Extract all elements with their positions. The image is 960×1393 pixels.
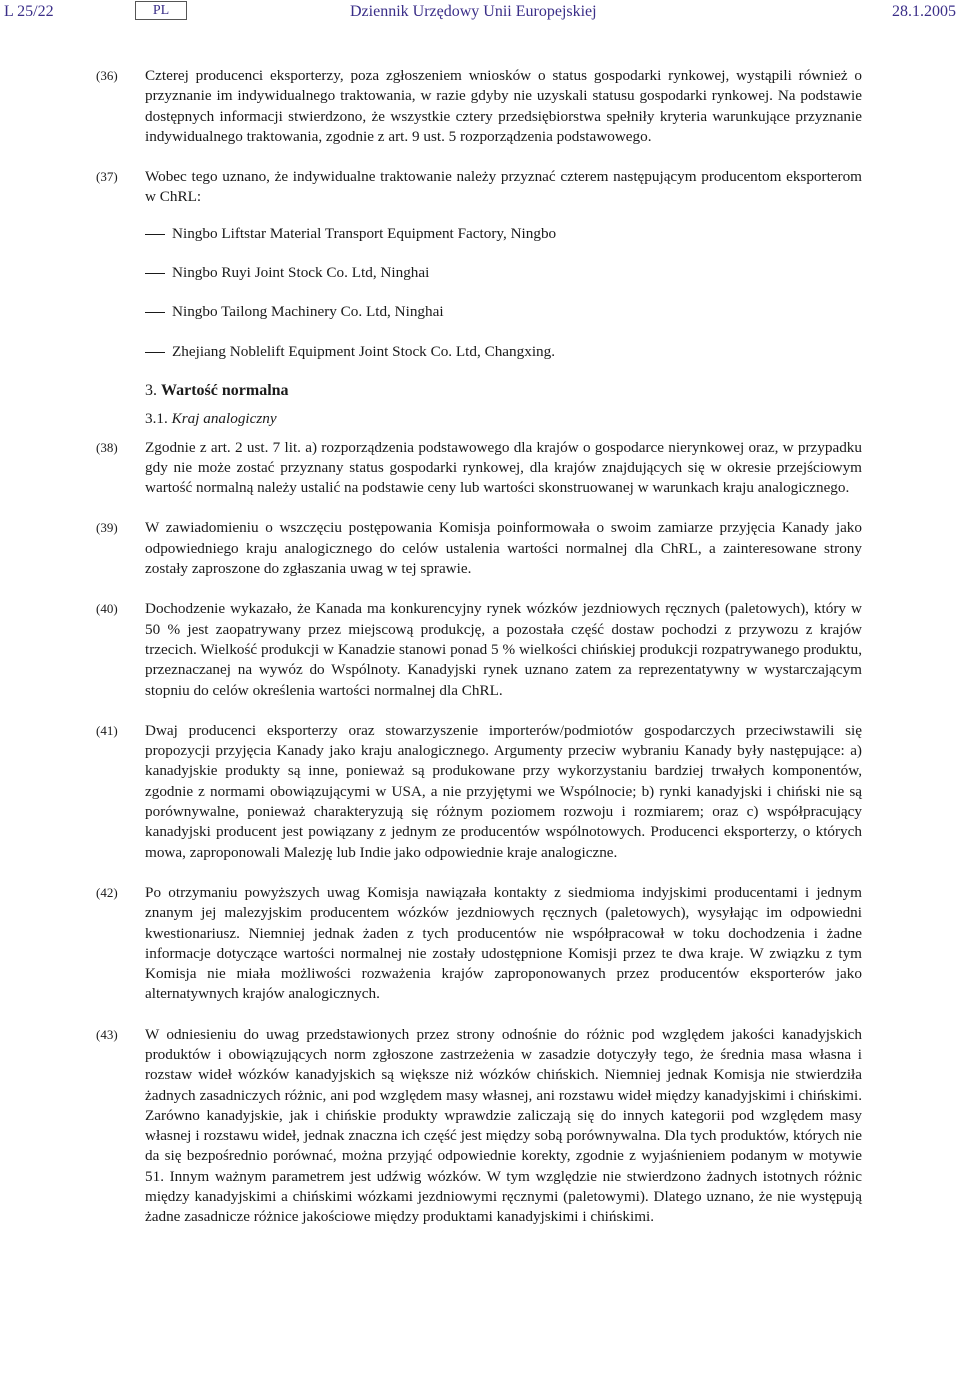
paragraph-number: (41) xyxy=(96,722,118,738)
document-body xyxy=(96,66,862,1228)
paragraph-text: W zawiadomieniu o wszczęciu postępowania Komisja poinformowała o swoim zamiarze przyjęcia Kanady jako odpowiedniego kraju analogicznego do celów ustalenia wartości normalnej dla ChRL, a zainteresowane strony zostały zaproszone do zgłaszania uwag w tej sprawie. xyxy=(145,519,862,578)
paragraph-number: (42) xyxy=(96,884,118,900)
paragraph-37 xyxy=(96,167,862,208)
list-item: Zhejiang Noblelift Equipment Joint Stock Co. Ltd, Changxing. xyxy=(145,342,862,362)
list-item: Ningbo Ruyi Joint Stock Co. Ltd, Ninghai xyxy=(145,263,862,283)
paragraph-text: Po otrzymaniu powyższych uwag Komisja nawiązała kontakty z siedmioma indyjskimi producentami i jednym znanym jej malezyjskim producentem wózków jezdniowych ręcznych (paletowych), wysyłając im odpowiedni kwestionariusz. Niemniej jednak żaden z tych producentów nie współpracował w toku dochodzenia i żadne informacje dotyczące wartości normalnej nie zostały udostępnione Komisji przez te dwa kraje. W związku z tym Komisja nie miała możliwości rozważenia krajów zaproponowanych przez producentów eksporterów jako alternatywnych krajów analogicznych. xyxy=(145,883,862,1003)
subsection-number: 3.1. xyxy=(145,410,168,428)
paragraph-number: (37) xyxy=(96,169,118,185)
paragraph-43 xyxy=(96,1025,862,1228)
language-badge: PL xyxy=(135,1,187,20)
issue-date: 28.1.2005 xyxy=(892,3,956,20)
company-list xyxy=(96,224,862,362)
paragraph-number: (38) xyxy=(96,439,118,455)
paragraph-text: Zgodnie z art. 2 ust. 7 lit. a) rozporządzenia podstawowego dla krajów o gospodarce nierynkowej oraz, w przypadku gdy nie może zostać przyznany status gospodarki rynkowej, dla krajów znajdujących się w okresie przejściowym wartość normalną należy ustalić na podstawie ceny lub wartości skonstruowanej w warunkach kraju analogicznego. xyxy=(145,438,862,497)
section-number: 3. xyxy=(145,381,157,399)
section-heading xyxy=(96,381,862,401)
paragraph-number: (39) xyxy=(96,520,118,536)
paragraph-text: Dwaj producenci eksporterzy oraz stowarzyszenie importerów/podmiotów gospodarczych przeciwstawili się propozycji przyjęcia Kanady jako kraju analogicznego. Argumenty przeciw wybraniu Kanady były następujące: a) kanadyjskie produkty są inne, ponieważ są produkowane przy wykorzystaniu bardziej trwałych komponentów, zgodnie z normami obowiązującymi w USA, a nie przyjętymi we Wspólnocie; b) rynki kanadyjski i chiński nie są porównywalne, ponieważ charakteryzują się różnym poziomem rozwoju i rozmiarem; oraz c) współpracujący kanadyjski producent jest powiązany z jednym ze producentów wspólnotowych. Producenci eksporterzy, o których mowa, zaproponowali Malezję lub Indie jako odpowiednie kraje analogiczne. xyxy=(145,721,862,861)
paragraph-text: W odniesieniu do uwag przedstawionych przez strony odnośnie do różnic pod względem jakości kanadyjskich produktów i obowiązujących norm zgłoszone zastrzeżenia w zasadzie dotyczyły tego, że średnia masa własna i rozstaw wideł wózków kanadyjskich są większe niż wózków chińskich. Niemniej jednak Komisja nie stwierdziła żadnych zasadniczych różnic, ani pod względem masy własnej, ani rozstawu wideł między kanadyjskimi i chińskimi. Zarówno kanadyjskie, jak i chińskie produkty wprawdzie zaliczają się do innych kategorii pod względem masy własnej i rozstawu wideł, jednak znaczna ich część jest między sobą porównywalna. Dla tych produktów, których nie da się bezpośrednio porównać, można przyjąć odpowiednie korekty, zgodnie z wyjaśnieniem podanym w motywie 51. Innym ważnym parametrem jest udźwig wózków. W tym względzie nie stwierdzono żadnych istotnych różnic między kanadyjskimi a chińskimi wózkami jezdniowymi ręcznymi (paletowymi). Dlatego uznano, że nie występują żadne zasadnicze różnice jakościowe między produktami kanadyjskimi i chińskimi. xyxy=(145,1025,862,1226)
paragraph-text: Czterej producenci eksporterzy, poza zgłoszeniem wniosków o status gospodarki rynkowej, wystąpili również o przyznanie im indywidualnego traktowania, w razie gdyby nie uzyskali statusu gospodarki rynkowej. Na podstawie dostępnych informacji stwierdzono, że wszystkie cztery przedsiębiorstwa spełniły kryteria warunkujące przyznanie indywidualnego traktowania, zgodnie z art. 9 ust. 5 rozporządzenia podstawowego. xyxy=(145,67,862,145)
paragraph-text: Wobec tego uznano, że indywidualne traktowanie należy przyznać czterem następującym producentom eksporterom w ChRL: xyxy=(145,168,862,206)
section-title: Wartość normalna xyxy=(161,381,289,399)
journal-title: Dziennik Urzędowy Unii Europejskiej xyxy=(350,3,597,20)
paragraph-number: (43) xyxy=(96,1026,118,1042)
paragraph-text: Dochodzenie wykazało, że Kanada ma konkurencyjny rynek wózków jezdniowych ręcznych (paletowych), który w 50 % jest zaopatrywany przez miejscową produkcję, a pozostała część dostaw pochodzi z przywozu z krajów trzecich. Wielkość produkcji w Kanadzie stanowi ponad 5 % wielkości chińskiej produkcji rozpatrywanego produktu, przeznaczanej na wywóz do Wspólnoty. Kanadyjski rynek uznano zatem za reprezentatywny w wystarczającym stopniu do celów określenia wartości normalnej dla ChRL. xyxy=(145,600,862,699)
paragraph-41 xyxy=(96,721,862,863)
paragraph-number: (40) xyxy=(96,601,118,617)
subsection-title: Kraj analogiczny xyxy=(171,410,277,428)
list-item: Ningbo Liftstar Material Transport Equipment Factory, Ningbo xyxy=(145,224,862,244)
page-header xyxy=(0,0,960,28)
paragraph-38 xyxy=(96,438,862,499)
subsection-heading xyxy=(96,409,862,429)
paragraph-36 xyxy=(96,66,862,147)
paragraph-40 xyxy=(96,599,862,700)
list-item: Ningbo Tailong Machinery Co. Ltd, Ninghai xyxy=(145,302,862,322)
page-number: L 25/22 xyxy=(4,3,54,20)
paragraph-39 xyxy=(96,518,862,579)
paragraph-42 xyxy=(96,883,862,1005)
paragraph-number: (36) xyxy=(96,68,118,83)
